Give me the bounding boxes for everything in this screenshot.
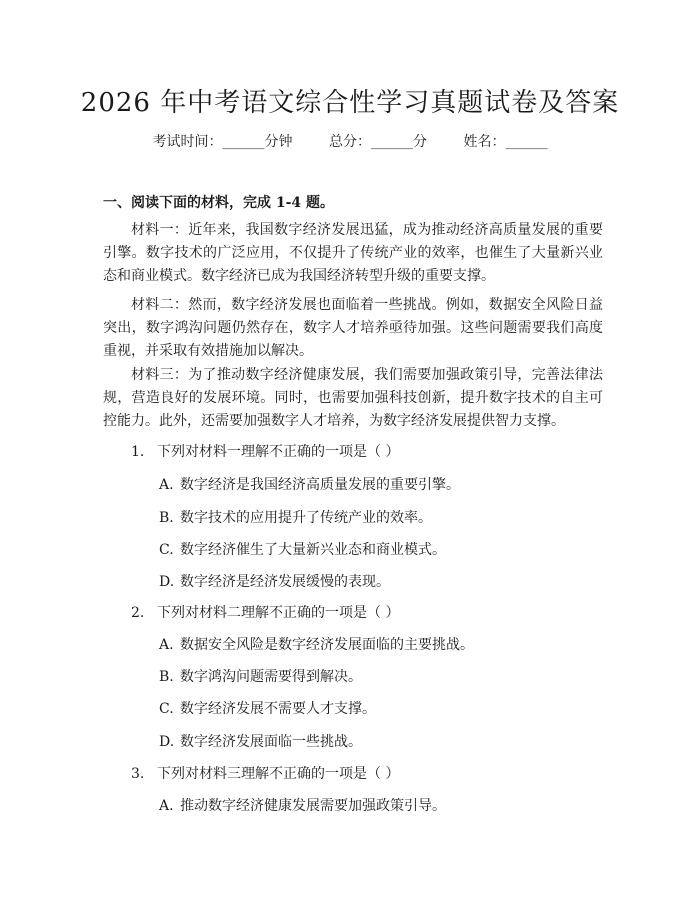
total-score-field: 总分：______分 [329,134,427,150]
option-label: A. [159,637,174,653]
option-label: A. [159,477,174,493]
question-1-option-c[interactable] [159,539,446,559]
material-two: 材料二：然而，数字经济发展也面临着一些挑战。例如，数据安全风险日益突出，数字鸿沟问题仍然存在，数字人才培养亟待加强。这些问题需要我们高度重视，并采取有效措施加以解决。 [103,297,603,359]
question-number: 1. [131,444,145,460]
question-2-option-c[interactable] [159,698,376,718]
question-2-option-d[interactable] [159,731,362,751]
option-label: B. [159,510,174,526]
page-title: 2026 年中考语文综合性学习真题试卷及答案 [80,88,620,118]
question-stem: 下列对材料一理解不正确的一项是（ ） [157,444,400,460]
option-text: 数字技术的应用提升了传统产业的效率。 [180,510,432,526]
question-1-option-d[interactable] [159,571,390,591]
question-2-option-b[interactable] [159,666,362,686]
option-text: 数字鸿沟问题需要得到解决。 [180,669,362,685]
question-1-option-b[interactable] [159,507,432,527]
option-label: B. [159,669,174,685]
option-label: D. [159,734,175,750]
option-text: 数字经济发展不需要人才支撑。 [180,701,376,717]
option-label: A. [159,798,174,814]
option-text: 数字经济是我国经济高质量发展的重要引擎。 [180,477,460,493]
question-1-option-a[interactable] [159,474,460,494]
option-label: C. [159,542,174,558]
question-1 [131,441,399,461]
option-text: 推动数字经济健康发展需要加强政策引导。 [180,798,446,814]
student-name-field: 姓名：______ [463,134,548,150]
material-one: 材料一：近年来，我国数字经济发展迅猛，成为推动经济高质量发展的重要引擎。数字技术的广泛应用，不仅提升了传统产业的效率，也催生了大量新兴业态和商业模式。数字经济已成为我国经济转型升级的重要支撑。 [103,222,603,284]
option-label: C. [159,701,174,717]
question-3-option-a[interactable] [159,795,446,815]
question-2 [131,602,399,622]
option-text: 数据安全风险是数字经济发展面临的主要挑战。 [180,637,474,653]
question-number: 3. [131,766,145,782]
option-label: D. [159,574,175,590]
option-text: 数字经济发展面临一些挑战。 [180,734,362,750]
material-three: 材料三：为了推动数字经济健康发展，我们需要加强政策引导，完善法律法规，营造良好的发展环境。同时，也需要加强科技创新，提升数字技术的自主可控能力。此外，还需要加强数字人才培养，为数字经济发展提供智力支撑。 [103,367,603,429]
question-stem: 下列对材料三理解不正确的一项是（ ） [157,766,400,782]
option-text: 数字经济是经济发展缓慢的表现。 [180,574,390,590]
question-2-option-a[interactable] [159,634,474,654]
exam-meta [0,131,700,151]
exam-time-field: 考试时间：______分钟 [152,134,293,150]
question-stem: 下列对材料二理解不正确的一项是（ ） [157,605,400,621]
option-text: 数字经济催生了大量新兴业态和商业模式。 [180,542,446,558]
question-3 [131,763,399,783]
section-heading: 一、阅读下面的材料，完成 1-4 题。 [103,195,335,211]
question-number: 2. [131,605,145,621]
